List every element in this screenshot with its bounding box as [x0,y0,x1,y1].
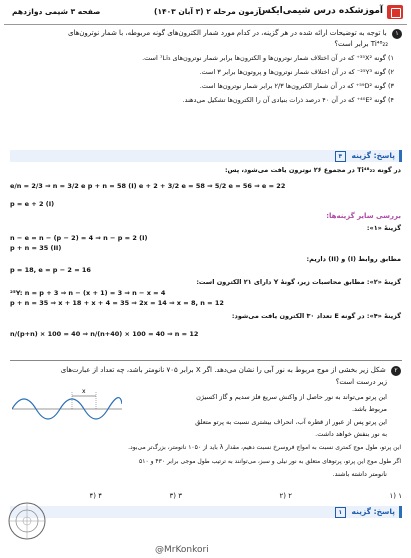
solution-math-3: n − e = n − (p − 2) = 4 ⇒ n − p = 2 (I) [10,234,148,242]
section-divider [10,360,402,361]
answer-1-box [10,150,402,162]
answer-number: ۴ [335,151,346,162]
book-logo-icon [387,5,403,19]
question-number: ۱ [392,29,402,39]
q2-option-1[interactable]: ۱) ۱ [389,492,402,500]
answer-2-label: پاسخ: گزینه [351,507,395,516]
other-options-title: بررسی سایر گزینه‌ها: [326,212,401,220]
page-info: صفحه ۳ شیمی دوازدهم [12,7,101,16]
question-1 [10,28,402,106]
option-3[interactable]: ۳) گونه ⁵⁹D²⁺ که در آن شمار الکترون‌ها ۲/۳ برابر شمار نوترون‌ها است. [199,82,394,90]
answer-label: پاسخ: گزینه [351,151,395,160]
statement-4a: اگر طول موج این پرتو، پرتوهای متعلق به نور نیلی و سبز، می‌توانند به ترتیب طول موجی برابر ۴۳۰ و ۵۱۰ [139,458,401,465]
solution-line-1: در گونه Ti⁴⁸₂₂ در مجموع ۲۶ نوترون یافت می‌شود، پس: [224,166,401,174]
solution-math-7: p + n = 35 ⇒ x + 18 + x + 4 = 35 ⇒ 2x = 14 ⇒ x = 8, n = 12 [10,299,224,307]
exam-title: آزمون مرحله ۲ (۳ آبان ۱۴۰۳) [154,7,261,16]
page-header [4,2,407,25]
fullerene-molecule-icon [6,495,48,547]
q2-option-3[interactable]: ۳) ۳ [169,492,182,500]
solution-math-6: ²⁵Y: n = p + 3 ⇒ n − (x + 1) = 3 ⇒ n − x = 4 [10,289,166,297]
solution-math-5: p = 18, e = p − 2 = 16 [10,266,91,274]
question-1-stem: ۱ با توجه به توضیحات ارائه شده در هر گزینه، در کدام مورد شمار الکترون‌های گونه مربوطه، با شمار نوترون‌های [10,28,402,39]
answer-2-box [10,506,402,518]
option-1[interactable]: ۱) گونه ³⁵X²⁺ که در آن اختلاف شمار نوترون‌ها و الکترون‌ها برابر شمار نوترون‌های ⁷Li₃ است. [142,54,394,62]
option-2-title: گزینهٔ «۲»: مطابق محاسبات زیر، گونهٔ Y دارای ۲۱ الکترون است: [196,278,401,286]
answer-2-number: ۱ [335,507,346,518]
q2-option-2[interactable]: ۲) ۲ [279,492,292,500]
question-2-stem-line2: زیر درست است؟ [335,378,387,386]
wave-diagram [12,384,122,434]
solution-math-2: p = e + 2 (I) [10,200,55,208]
solution-math-8: n/(p+n) × 100 = 40 ⇒ n/(n+40) × 100 = 40 ⇒ n = 12 [10,330,199,338]
statement-3: این پرتو، طول موج کمتری نسبت به امواج فروسرخ نسبت دهیم، مقدار λ باید از ۱۰۵۰ نانومتر، بزرگ‌تر می‌بود. [128,444,401,451]
question-1-stem-line2: Ti⁴⁸₂₂ برابر است؟ [334,40,388,48]
watermark: @MrKonkori [155,545,209,555]
question-2-stem: ۲ شکل زیر بخشی از موج مربوط به نور آبی را نشان می‌دهد. اگر X برابر ۷۰۵ نانومتر باشد، چه تعداد از عبارت‌های [61,366,401,376]
brand-name: آموزشکده درس شیمی‌ایکس [258,6,383,16]
wave-x-label: x [82,388,86,395]
option-4[interactable]: ۴) گونه ⁴⁰E²⁺ که در آن ۴۰ درصد ذرات بنیادی آن را الکترون‌ها تشکیل می‌دهند. [182,96,394,104]
solution-math-4: p + n = 35 (II) [10,244,62,252]
option-4-title: گزینهٔ «۴»: در گونه E تعداد ۳۰ الکترون یافت می‌شود: [231,312,401,320]
solution-math-1: e/n = 2/3 ⇒ n = 3/2 e p + n = 58 (I) e + 2 + 3/2 e = 58 ⇒ 5/2 e = 56 ⇒ e = 22 [10,182,286,190]
statement-2b: به نور بنفش خواهد داشت. [315,430,387,438]
wave-line [12,398,122,419]
q2-option-4[interactable]: ۴) ۴ [89,492,102,500]
option-1-title: گزینهٔ «۱»: [366,224,401,232]
roots-text: مطابق روابط (I) و (II) داریم: [306,255,401,263]
option-2[interactable]: ۲) گونه ²⁵Y³⁻ که در آن اختلاف شمار نوترون‌ها و پروتون‌ها برابر ۳ است. [199,68,394,76]
statement-1b: مربوط باشد. [351,405,387,413]
statement-4b: نانومتر داشته باشند. [332,470,387,478]
statement-2a: این پرتو پس از عبور از قطره آب، انحراف بیشتری نسبت به پرتو متعلق [195,418,387,426]
question-2-number: ۲ [391,366,401,376]
statement-1a: این پرتو می‌تواند به نور حاصل از واکنش سریع فلز سدیم و گاز اکسیژن [196,393,387,401]
